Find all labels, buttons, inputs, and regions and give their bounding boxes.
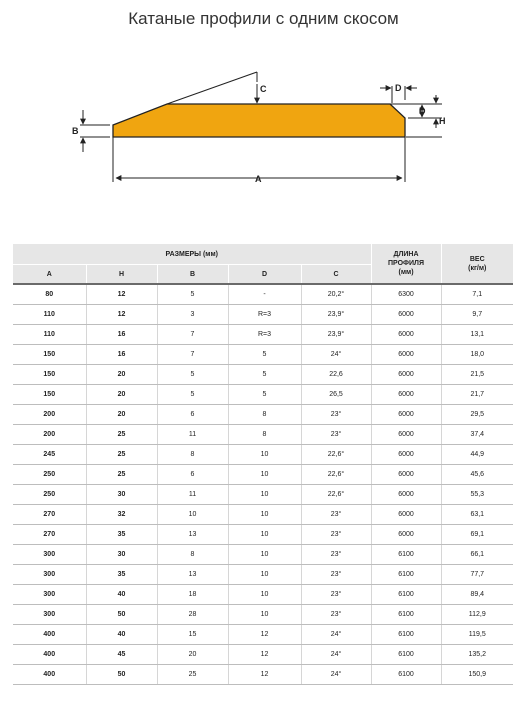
- cell-c: 22,6°: [301, 445, 371, 465]
- cell-a: 245: [13, 445, 86, 465]
- cell-b: 7: [157, 325, 228, 345]
- cell-c: 20,2°: [301, 284, 371, 305]
- cell-h: 20: [86, 385, 157, 405]
- table-row: [13, 565, 513, 585]
- cell-c: 23°: [301, 425, 371, 445]
- cell-b: 5: [157, 385, 228, 405]
- cell-h: 12: [86, 305, 157, 325]
- cell-a: 300: [13, 605, 86, 625]
- table-row: [13, 325, 513, 345]
- cell-length: 6000: [371, 445, 441, 465]
- table-row: [13, 485, 513, 505]
- cell-a: 110: [13, 325, 86, 345]
- length-header: [371, 244, 441, 284]
- cell-weight: 37,4: [441, 425, 513, 445]
- table-row: [13, 585, 513, 605]
- cell-b: 28: [157, 605, 228, 625]
- cell-b: 11: [157, 425, 228, 445]
- cell-length: 6000: [371, 465, 441, 485]
- cell-a: 250: [13, 465, 86, 485]
- cell-c: 26,5: [301, 385, 371, 405]
- cell-b: 7: [157, 345, 228, 365]
- cell-b: 13: [157, 525, 228, 545]
- column-header-d: D: [228, 265, 301, 285]
- column-header-a: A: [13, 265, 86, 285]
- cell-h: 16: [86, 325, 157, 345]
- cell-a: 150: [13, 365, 86, 385]
- cell-d: 5: [228, 345, 301, 365]
- cell-length: 6100: [371, 625, 441, 645]
- cell-b: 6: [157, 405, 228, 425]
- cell-h: 12: [86, 284, 157, 305]
- cell-a: 300: [13, 545, 86, 565]
- cell-b: 25: [157, 665, 228, 685]
- cell-weight: 18,0: [441, 345, 513, 365]
- table-row: [13, 385, 513, 405]
- cell-c: 24°: [301, 645, 371, 665]
- dim-label-d-side: D: [419, 106, 426, 116]
- dim-label-b: B: [72, 126, 79, 136]
- cell-d: 5: [228, 385, 301, 405]
- cell-a: 400: [13, 625, 86, 645]
- cell-a: 400: [13, 665, 86, 685]
- cell-length: 6000: [371, 385, 441, 405]
- cell-c: 23°: [301, 605, 371, 625]
- cell-weight: 13,1: [441, 325, 513, 345]
- cell-c: 23°: [301, 585, 371, 605]
- table-row: [13, 525, 513, 545]
- cell-h: 25: [86, 425, 157, 445]
- cell-length: 6100: [371, 605, 441, 625]
- cell-length: 6000: [371, 405, 441, 425]
- cell-c: 24°: [301, 625, 371, 645]
- cell-weight: 77,7: [441, 565, 513, 585]
- table-row: [13, 505, 513, 525]
- cell-h: 40: [86, 625, 157, 645]
- cell-a: 150: [13, 385, 86, 405]
- length-header-line2: ПРОФИЛЯ: [388, 260, 425, 267]
- profile-shape: [113, 104, 405, 137]
- cell-weight: 135,2: [441, 645, 513, 665]
- cell-h: 20: [86, 365, 157, 385]
- cell-h: 50: [86, 665, 157, 685]
- cell-h: 35: [86, 525, 157, 545]
- weight-header: [441, 244, 513, 284]
- cell-h: 20: [86, 405, 157, 425]
- cell-d: 10: [228, 525, 301, 545]
- table-row: [13, 365, 513, 385]
- cell-d: 8: [228, 405, 301, 425]
- cell-a: 400: [13, 645, 86, 665]
- cell-c: 24°: [301, 345, 371, 365]
- cell-length: 6100: [371, 645, 441, 665]
- cell-h: 50: [86, 605, 157, 625]
- weight-header-line1: ВЕС: [469, 255, 485, 263]
- cell-c: 23°: [301, 565, 371, 585]
- cell-b: 3: [157, 305, 228, 325]
- cell-h: 40: [86, 585, 157, 605]
- cell-a: 150: [13, 345, 86, 365]
- profile-drawing: [0, 55, 527, 195]
- cell-weight: 150,9: [441, 665, 513, 685]
- cell-weight: 112,9: [441, 605, 513, 625]
- cell-b: 8: [157, 545, 228, 565]
- cell-a: 270: [13, 505, 86, 525]
- cell-b: 10: [157, 505, 228, 525]
- cell-d: 10: [228, 585, 301, 605]
- table-row: [13, 645, 513, 665]
- cell-h: 25: [86, 445, 157, 465]
- cell-h: 32: [86, 505, 157, 525]
- cell-weight: 21,7: [441, 385, 513, 405]
- cell-d: R=3: [228, 325, 301, 345]
- cell-weight: 21,5: [441, 365, 513, 385]
- cell-d: 10: [228, 485, 301, 505]
- cell-c: 22,6: [301, 365, 371, 385]
- cell-length: 6100: [371, 585, 441, 605]
- cell-weight: 89,4: [441, 585, 513, 605]
- cell-d: 10: [228, 605, 301, 625]
- length-header-line1: ДЛИНА: [393, 251, 419, 258]
- cell-b: 13: [157, 565, 228, 585]
- cell-length: 6000: [371, 345, 441, 365]
- weight-header-line2: (кг/м): [468, 264, 487, 272]
- dim-label-d-top: D: [395, 83, 402, 93]
- cell-weight: 69,1: [441, 525, 513, 545]
- cell-length: 6300: [371, 284, 441, 305]
- cell-weight: 7,1: [441, 284, 513, 305]
- cell-c: 23°: [301, 505, 371, 525]
- cell-c: 22,6°: [301, 465, 371, 485]
- cell-a: 80: [13, 284, 86, 305]
- cell-a: 110: [13, 305, 86, 325]
- cell-weight: 66,1: [441, 545, 513, 565]
- cell-d: 12: [228, 665, 301, 685]
- cell-d: 12: [228, 625, 301, 645]
- cell-d: 10: [228, 465, 301, 485]
- dimensions-table: [13, 244, 513, 685]
- cell-a: 300: [13, 565, 86, 585]
- table-row: [13, 405, 513, 425]
- length-header-line3: (мм): [398, 269, 414, 276]
- cell-b: 8: [157, 445, 228, 465]
- cell-h: 35: [86, 565, 157, 585]
- page-title: Катаные профили с одним скосом: [128, 9, 399, 28]
- cell-d: 5: [228, 365, 301, 385]
- cell-weight: 9,7: [441, 305, 513, 325]
- cell-length: 6000: [371, 305, 441, 325]
- cell-length: 6000: [371, 365, 441, 385]
- cell-weight: 63,1: [441, 505, 513, 525]
- cell-b: 11: [157, 485, 228, 505]
- cell-c: 23,9°: [301, 325, 371, 345]
- cell-d: 10: [228, 545, 301, 565]
- cell-d: 10: [228, 565, 301, 585]
- table-row: [13, 305, 513, 325]
- table-row: [13, 284, 513, 305]
- table-row: [13, 465, 513, 485]
- cell-b: 5: [157, 365, 228, 385]
- dim-label-a: A: [255, 174, 262, 184]
- cell-d: 10: [228, 445, 301, 465]
- cell-d: 8: [228, 425, 301, 445]
- column-header-b: B: [157, 265, 228, 285]
- cell-d: 12: [228, 645, 301, 665]
- cell-d: -: [228, 284, 301, 305]
- cell-a: 200: [13, 425, 86, 445]
- cell-b: 18: [157, 585, 228, 605]
- cell-d: R=3: [228, 305, 301, 325]
- table-row: [13, 625, 513, 645]
- table-row: [13, 345, 513, 365]
- cell-length: 6000: [371, 525, 441, 545]
- cell-a: 200: [13, 405, 86, 425]
- cell-length: 6000: [371, 325, 441, 345]
- dim-label-c: C: [260, 84, 267, 94]
- column-header-h: H: [86, 265, 157, 285]
- cell-length: 6000: [371, 425, 441, 445]
- cell-weight: 29,5: [441, 405, 513, 425]
- cell-c: 23°: [301, 525, 371, 545]
- cell-length: 6100: [371, 545, 441, 565]
- cell-c: 23°: [301, 545, 371, 565]
- cell-weight: 119,5: [441, 625, 513, 645]
- cell-length: 6000: [371, 485, 441, 505]
- cell-b: 15: [157, 625, 228, 645]
- cell-c: 23°: [301, 405, 371, 425]
- cell-h: 45: [86, 645, 157, 665]
- cell-b: 20: [157, 645, 228, 665]
- cell-length: 6000: [371, 505, 441, 525]
- table-row: [13, 665, 513, 685]
- table-row: [13, 605, 513, 625]
- cell-length: 6100: [371, 665, 441, 685]
- cell-h: 16: [86, 345, 157, 365]
- table-row: [13, 425, 513, 445]
- dimensions-group-header: РАЗМЕРЫ (мм): [13, 244, 371, 265]
- cell-a: 250: [13, 485, 86, 505]
- cell-weight: 44,9: [441, 445, 513, 465]
- cell-h: 25: [86, 465, 157, 485]
- cell-h: 30: [86, 485, 157, 505]
- cell-c: 22,6°: [301, 485, 371, 505]
- cell-b: 5: [157, 284, 228, 305]
- cell-c: 24°: [301, 665, 371, 685]
- cell-h: 30: [86, 545, 157, 565]
- cell-length: 6100: [371, 565, 441, 585]
- cell-d: 10: [228, 505, 301, 525]
- cell-a: 270: [13, 525, 86, 545]
- table-row: [13, 445, 513, 465]
- table-row: [13, 545, 513, 565]
- cell-b: 6: [157, 465, 228, 485]
- cell-c: 23,9°: [301, 305, 371, 325]
- dim-label-h: H: [439, 116, 446, 126]
- column-header-c: C: [301, 265, 371, 285]
- cell-weight: 45,6: [441, 465, 513, 485]
- cell-a: 300: [13, 585, 86, 605]
- cell-weight: 55,3: [441, 485, 513, 505]
